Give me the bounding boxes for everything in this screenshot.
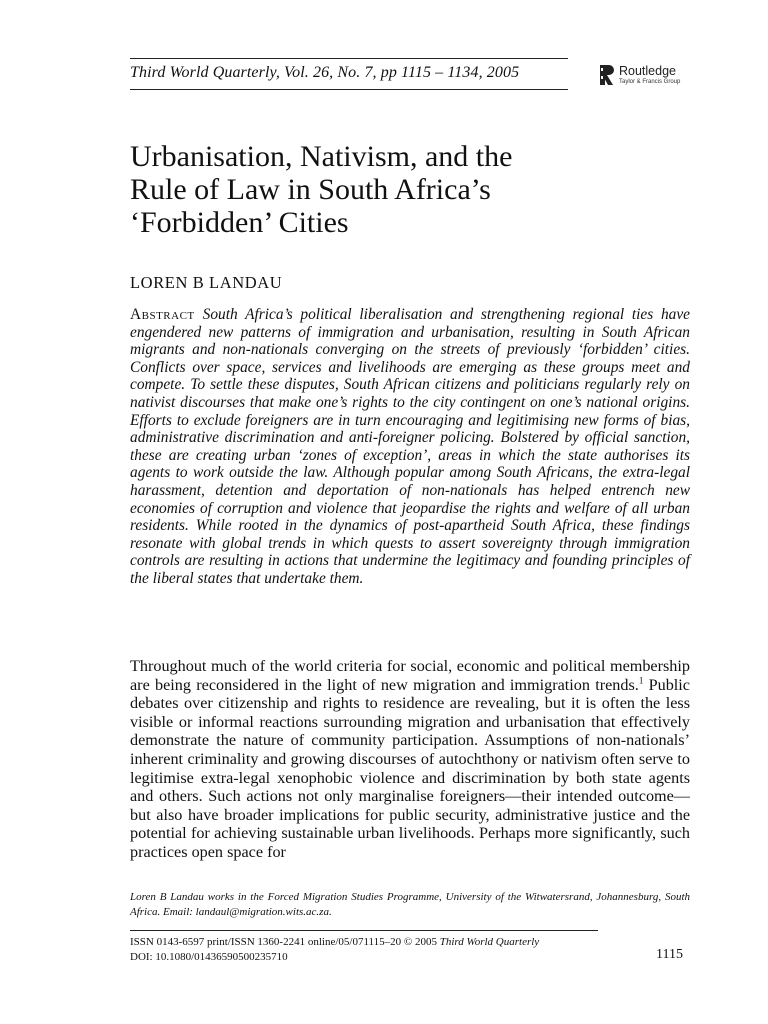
- abstract: [130, 306, 690, 588]
- publisher-group: Taylor & Francis Group: [619, 78, 681, 85]
- author-footnote: Loren B Landau works in the Forced Migration Studies Programme, University of the Witwatersrand, Johannesburg, South Africa. Email: landaul@migration.wits.ac.za.: [130, 891, 690, 918]
- page-number: 1115: [656, 947, 683, 962]
- title-line: ‘Forbidden’ Cities: [130, 206, 349, 239]
- header-top-rule: [130, 58, 568, 59]
- publisher-name: Routledge: [619, 64, 676, 79]
- author-name: LOREN B LANDAU: [130, 273, 283, 292]
- footer-rule: [130, 930, 598, 931]
- title-line: Urbanisation, Nativism, and the: [130, 140, 513, 173]
- body-paragraph: [130, 657, 690, 862]
- publisher-logo: [598, 64, 680, 86]
- body-text-part: Throughout much of the world criteria for social, economic and political membership are being reconsidered in the light of new migration and immigration trends.: [130, 657, 690, 694]
- issn-line: [130, 935, 539, 950]
- footnote-reference[interactable]: 1: [638, 675, 644, 686]
- issn-journal: Third World Quarterly: [439, 936, 540, 948]
- abstract-label: Abstract: [130, 306, 195, 323]
- article-title: [130, 140, 690, 239]
- body-text-part: Public debates over citizenship and rights to residence are revealing, but it is often the less visible or informal reactions surrounding migration and urbanisation that effectively demonstrate the nature of community participation. Assumptions of non-nationals’ inherent criminality and growing discourses of autochthony or nativism often serve to legitimise extra-legal xenophobic violence and discrimination by both state agents and others. Such actions not only marginalise foreigners—their intended outcome—but also have broader implications for public security, administrative justice and the potential for achieving sustainable urban livelihoods. Perhaps more significantly, such practices open space for: [130, 675, 690, 861]
- doi-line[interactable]: DOI: 10.1080/01436590500235710: [130, 951, 288, 963]
- journal-citation: Third World Quarterly, Vol. 26, No. 7, pp 1115 – 1134, 2005: [130, 64, 520, 81]
- issn-text: ISSN 0143-6597 print/ISSN 1360-2241 online/05/071115–20 © 2005: [130, 936, 440, 948]
- routledge-logo-icon: [598, 64, 614, 86]
- title-line: Rule of Law in South Africa’s: [130, 173, 491, 206]
- abstract-text: South Africa’s political liberalisation and strengthening regional ties have engendered new patterns of immigration and urbanisation, resulting in South African migrants and non-nationals converging on the streets of previously ‘forbidden’ cities. Conflicts over space, services and livelihoods are emerging as these groups meet and compete. To settle these disputes, South African citizens and politicians regularly rely on nativist discourses that make one’s rights to the city contingent on one’s national origins. Efforts to exclude foreigners are in turn encouraging and legitimising new forms of bias, administrative discrimination and anti-foreigner policing. Bolstered by official sanction, these are creating urban ‘zones of exception’, areas in which the state authorises its agents to work outside the law. Although popular among South Africans, the extra-legal harassment, detention and deportation of non-nationals has helped entrench new economies of corruption and violence that jeopardise the rights and welfare of all urban residents. While rooted in the dynamics of post-apartheid South Africa, these findings resonate with global trends in which quests to assert sovereignty through immigration controls are resulting in actions that undermine the legitimacy and founding principles of the liberal states that undertake them.: [130, 306, 690, 587]
- header-bottom-rule: [130, 89, 568, 90]
